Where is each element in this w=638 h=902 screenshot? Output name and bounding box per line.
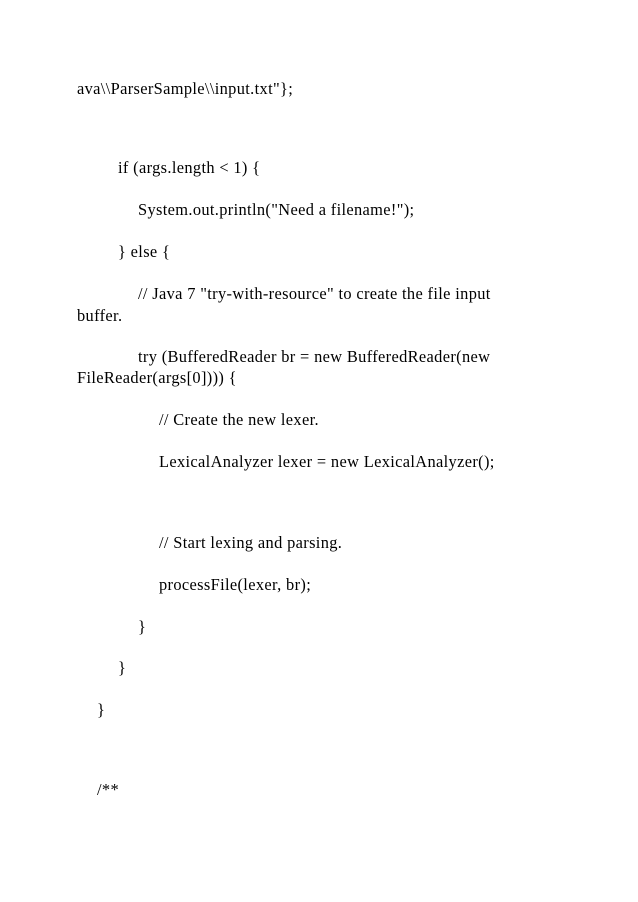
code-line-8: FileReader(args[0]))) { — [77, 368, 237, 387]
code-line-12: processFile(lexer, br); — [159, 575, 312, 594]
code-line-16: /** — [97, 780, 119, 799]
code-line-7: try (BufferedReader br = new BufferedReader(new — [138, 347, 491, 366]
code-line-1: ava\\ParserSample\\input.txt"}; — [77, 79, 294, 98]
code-line-11: // Start lexing and parsing. — [159, 533, 343, 552]
code-line-10: LexicalAnalyzer lexer = new LexicalAnalyzer(); — [159, 452, 495, 471]
code-line-14: } — [118, 658, 127, 677]
code-line-4: } else { — [118, 242, 171, 261]
code-line-6: buffer. — [77, 306, 123, 325]
code-line-9: // Create the new lexer. — [159, 410, 319, 429]
code-line-3: System.out.println("Need a filename!"); — [138, 200, 415, 219]
code-line-15: } — [97, 700, 106, 719]
code-line-2: if (args.length < 1) { — [118, 158, 261, 177]
code-line-5: // Java 7 "try-with-resource" to create the file input — [138, 284, 491, 303]
code-line-13: } — [138, 617, 147, 636]
